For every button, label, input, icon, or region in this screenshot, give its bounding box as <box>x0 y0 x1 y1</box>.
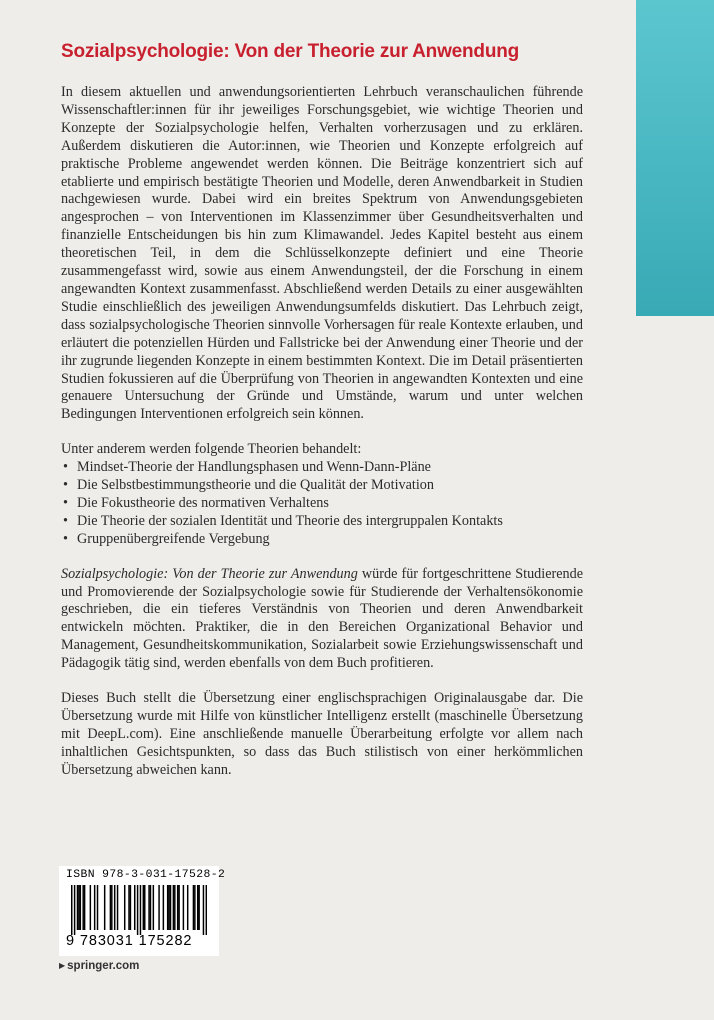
list-item: • Die Selbstbestimmungstheorie und die Qualität der Motivation <box>63 477 434 494</box>
barcode-bar <box>80 885 81 930</box>
barcode-bar <box>173 885 174 930</box>
barcode-bar <box>148 885 149 930</box>
barcode-bar <box>193 885 194 930</box>
barcode-bar <box>130 885 131 930</box>
barcode-bar <box>140 885 141 935</box>
barcode-bar <box>71 885 72 935</box>
barcode-bar <box>170 885 171 930</box>
barcode-bar <box>84 885 85 930</box>
triangle-right-icon: ▶ <box>59 961 66 970</box>
barcode-bar <box>203 885 204 935</box>
barcode-bar <box>134 885 135 930</box>
barcode-bar <box>74 885 75 935</box>
barcode-bars <box>71 885 207 935</box>
barcode-bar <box>94 885 95 930</box>
theories-list <box>61 459 583 549</box>
barcode-bar <box>137 885 138 935</box>
barcode-bar <box>197 885 198 930</box>
barcode-bar <box>187 885 188 930</box>
theories-intro: Unter anderem werden folgende Theorien behandelt: <box>61 441 362 458</box>
barcode-bar <box>111 885 112 930</box>
barcode-bar <box>174 885 175 930</box>
translation-note-paragraph: Dieses Buch stellt die Übersetzung einer englischsprachigen Originalausgabe dar. Die Übersetzung wurde mit Hilfe von künstlicher Intelligenz erstellt (maschinelle Übersetzung mit DeepL.com). Eine anschließende manuelle Überarbeitung erfolgte vor allem nach inhaltlichen Gesichtspunkten, so dass das Buch stilistisch von einer herkömmlichen Übersetzung abweichen kann. <box>61 690 583 778</box>
barcode-bar <box>183 885 184 930</box>
list-item: • Die Fokustheorie des normativen Verhaltens <box>63 494 329 511</box>
barcode-bar <box>198 885 199 930</box>
barcode-bar <box>110 885 111 930</box>
barcode-bar <box>153 885 154 930</box>
publisher-link[interactable] <box>59 960 139 972</box>
barcode-bar <box>114 885 115 930</box>
isbn-label: ISBN 978-3-031-17528-2 <box>66 869 226 881</box>
barcode-bar <box>163 885 164 930</box>
bullet-icon: • <box>63 530 68 547</box>
barcode-bar <box>177 885 178 930</box>
audience-paragraph: Sozialpsychologie: Von der Theorie zur Anwendung würde für fortgeschrittene Studierende und Promovierende der Sozialpsychologie sowie für Studierende der Verhaltensökonomie geschrieben, die ein tieferes Verständnis von Theorien und deren Anwendbarkeit entwickeln möchten. Praktiker, die in den Bereichen Organizational Behavior und Management, Gesundheitskommunikation, Sozialarbeit sowie Erziehungswissenschaft und Pädagogik tätig sind, werden ebenfalls von dem Buch profitieren. <box>61 565 583 672</box>
blurb-text <box>61 84 583 797</box>
page-title: Sozialpsychologie: Von der Theorie zur Anwendung <box>61 41 520 62</box>
barcode-bar <box>78 885 79 930</box>
barcode-bar <box>178 885 179 930</box>
barcode-bar <box>104 885 105 930</box>
barcode-bar <box>167 885 168 930</box>
barcode-bar <box>90 885 91 930</box>
barcode-bar <box>117 885 118 930</box>
description-paragraph: In diesem aktuellen und anwendungsorientierten Lehrbuch veranschaulichen führende Wissenschaftler:innen für ihr jeweiliges Forschungsgebiet, wie wichtige Theorien und Konzepte der Sozialpsychologie helfen, Verhalten vorherzusagen und zu erklären. Außerdem diskutieren die Autor:innen, wie Theorien und Konzepte erfolgreich auf praktische Probleme angewendet werden können. Die Beiträge konzentriert sich auf etablierte und empirisch bestätigte Theorien und Modelle, deren Anwendbarkeit in Studien nachgewiesen wurde. Dabei wird ein breites Spektrum von Anwendungsgebieten angesprochen – von Interventionen im Klassenzimmer über Gesundheitsverhalten und finanzielle Entscheidungen bis hin zum Klimawandel. Jedes Kapitel besteht aus einem theoretischen Teil, in dem die Schlüsselkonzepte definiert und eine Theorie zusammengefasst wird, sowie aus einem Anwendungsteil, der die Forschung in einem angewandten Kontext zusammenfasst. Abschließend werden Details zu einer ausgewählten Studie einschließlich des jeweiligen Anwendungsumfelds diskutiert. Das Lehrbuch zeigt, dass sozialpsychologische Theorien sinnvolle Vorhersagen für reale Kontexte erlauben, und erläutert die potenziellen Hürden und Fallstricke bei der Anwendung einer Theorie und der ihr zugrunde liegenden Konzepte in einem bestimmten Kontext. Die im Detail präsentierten Studien fokussieren auf die Überprüfung von Theorien in angewandten Kontexten und eine genauere Untersuchung der Gründe und Umstände, warum und unter welchen Bedingungen Interventionen erfolgreich sein können. <box>61 84 583 423</box>
barcode-bar <box>97 885 98 930</box>
list-item: • Die Theorie der sozialen Identität und Theorie des intergruppalen Kontakts <box>63 512 503 529</box>
barcode-bar <box>144 885 145 930</box>
barcode <box>59 866 226 956</box>
barcode-bar <box>150 885 151 930</box>
list-item: • Mindset-Theorie der Handlungsphasen und Wenn-Dann-Pläne <box>63 459 431 476</box>
barcode-bar <box>124 885 125 930</box>
barcode-bar <box>143 885 144 930</box>
barcode-bar <box>128 885 129 930</box>
barcode-bar <box>206 885 207 935</box>
book-title-inline: Sozialpsychologie: Von der Theorie zur Anwendung <box>61 565 358 582</box>
barcode-bar <box>158 885 159 930</box>
bullet-icon: • <box>63 459 68 476</box>
bullet-icon: • <box>63 477 68 494</box>
barcode-bar <box>77 885 78 930</box>
barcode-bar <box>194 885 195 930</box>
barcode-bar <box>168 885 169 930</box>
list-item: • Gruppenübergreifende Vergebung <box>63 530 270 547</box>
bullet-icon: • <box>63 494 68 511</box>
barcode-bar <box>82 885 83 930</box>
barcode-digits: 9 783031 175282 <box>66 933 193 949</box>
bullet-icon: • <box>63 512 68 529</box>
publisher-url: springer.com <box>67 960 140 972</box>
accent-color-band <box>636 0 714 316</box>
